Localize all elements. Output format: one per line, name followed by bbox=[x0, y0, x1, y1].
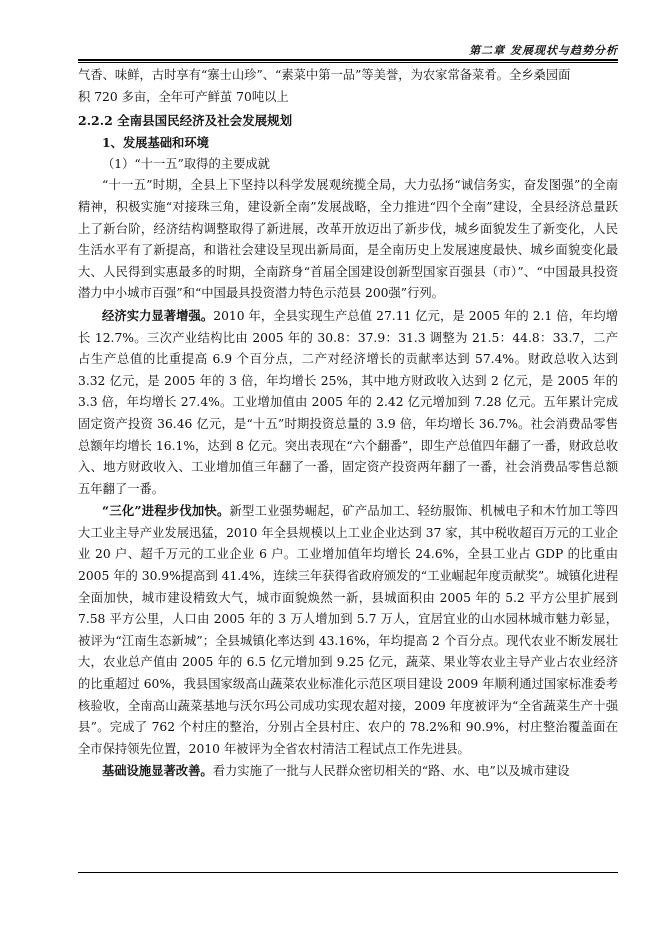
subsection-heading: 1、发展基础和环境 bbox=[102, 135, 209, 151]
economy-lead: 经济实力显著增强。 bbox=[102, 307, 214, 323]
header-rule-thick bbox=[78, 59, 618, 61]
section-heading: 2.2.2 全南县国民经济及社会发展规划 bbox=[78, 113, 293, 129]
intro-paragraph: “十一五”时期，全县上下坚持以科学发展观统揽全局，大力弘扬“诚信务实，奋发图强”的全南精神，积极实施“对接珠三角，建设新全南”发展战略，全力推进“四个全南”建设，全县经济总量跃上了新台阶，经济结构调整取得了新进展，改革开放迈出了新步伐，城乡面貌发生了新变化，人民生活水平有了新提高，和谐社会建设呈现出新局面，是全南历史上发展速度最快、城乡面貌变化最大、人民得到实惠最多的时期，全南跻身“首届全国建设创新型国家百强县（市）”、“中国最具投资潜力中小城市百强”和“中国最具投资潜力特色示范县 200强”行列。 bbox=[78, 178, 618, 301]
header-rule-thin bbox=[78, 62, 618, 63]
three-text: 新型工业强势崛起，矿产品加工、轻纺服饰、机械电子和木竹加工等四大工业主导产业发展迅猛，2010 年全县规模以上工业企业达到 37 家，其中税收超百万元的工业企业 20 户、超千万元的工业企业 6 户。工业增加值年均增长 24.6%，全县工业占 GDP 的比重由 2005 年的 30.9%提高到 41.4%，连续三年获得省政府颁发的“工业崛起年度贡献奖”。城镇化进程全面加快，城市建设精致大气，城市面貌焕然一新，县城面积由 2005 年的 5.2 平方公里扩展到 7.58 平方公里，人口由 2005 年的 3 万人增加到 5.7 万人，宜居宜业的山水园林城市魅力彰显，被评为“江南生态新城”；全县城镇化率达到 43.16%，年均提高 2 个百分点。现代农业不断发展壮大，农业总产值由 2005 年的 6.5 亿元增加到 9.25 亿元，蔬菜、果业等农业主导产业占农业经济的比重超过 60%，我县国家级高山蔬菜农业标准化示范区项目建设 2009 年顺利通过国家标准委考核验收，全南高山蔬菜基地与沃尔玛公司成功实现农超对接，2009 年度被评为“全省蔬菜生产十强县”。完成了 762 个村庄的整治，分别占全县村庄、农户的 78.2%和 90.9%，村庄整治覆盖面在全市保持领先位置，2010 年被评为全省农村清洁工程试点工作先进县。 bbox=[78, 504, 618, 756]
infrastructure-paragraph bbox=[78, 760, 618, 783]
page-header bbox=[78, 34, 618, 60]
footer-rule bbox=[78, 872, 618, 873]
infra-lead: 基础设施显著改善。 bbox=[102, 763, 213, 779]
three-modernizations-paragraph bbox=[78, 500, 618, 760]
item-heading: （1）“十一五”取得的主要成就 bbox=[102, 156, 270, 171]
chapter-title: 第二章 发展现状与趋势分析 bbox=[469, 44, 618, 57]
page-body bbox=[78, 65, 618, 783]
three-lead: “三化”进程步伐加快。 bbox=[102, 503, 230, 519]
economy-text: 2010 年，全县实现生产总值 27.11 亿元，是 2005 年的 2.1 倍，年均增长 12.7%。三次产业结构比由 2005 年的 30.8：37.9：31.3 调整为 21.5：44.8：33.7，二产占生产总值的比重提高 6.9 个百分点，二产对经济增长的贡献率达到 57.4%。财政总收入达到 3.32 亿元，是 2005 年的 3 倍，年均增长 25%，其中地方财政收入达到 2 亿元，是 2005 年的 3.3 倍，年均增长 27.4%。工业增加值由 2005 年的 2.42 亿元增加到 7.28 亿元。五年累计完成固定资产投资 36.46 亿元，是“十五”时期投资总量的 3.9 倍，年均增长 36.7%。社会消费品零售总额年均增长 16.1%，达到 8 亿元。突出表现在“六个翻番”，即生产总值四年翻了一番，财政总收入、地方财政收入、工业增加值三年翻了一番，固定资产投资两年翻了一番，社会消费品零售总额五年翻了一番。 bbox=[78, 308, 618, 496]
economy-paragraph bbox=[78, 305, 618, 500]
continuation-line-1: 气香、味鲜，古时享有“寨士山珍”、“素菜中第一品”等美誉，为农家常备菜肴。全乡桑园面 bbox=[78, 68, 571, 82]
infra-text: 看力实施了一批与人民群众密切相关的“路、水、电”以及城市建设 bbox=[212, 764, 570, 779]
continuation-line-2: 积 720 多亩，全年可产鲜茧 70吨以上 bbox=[78, 89, 289, 104]
